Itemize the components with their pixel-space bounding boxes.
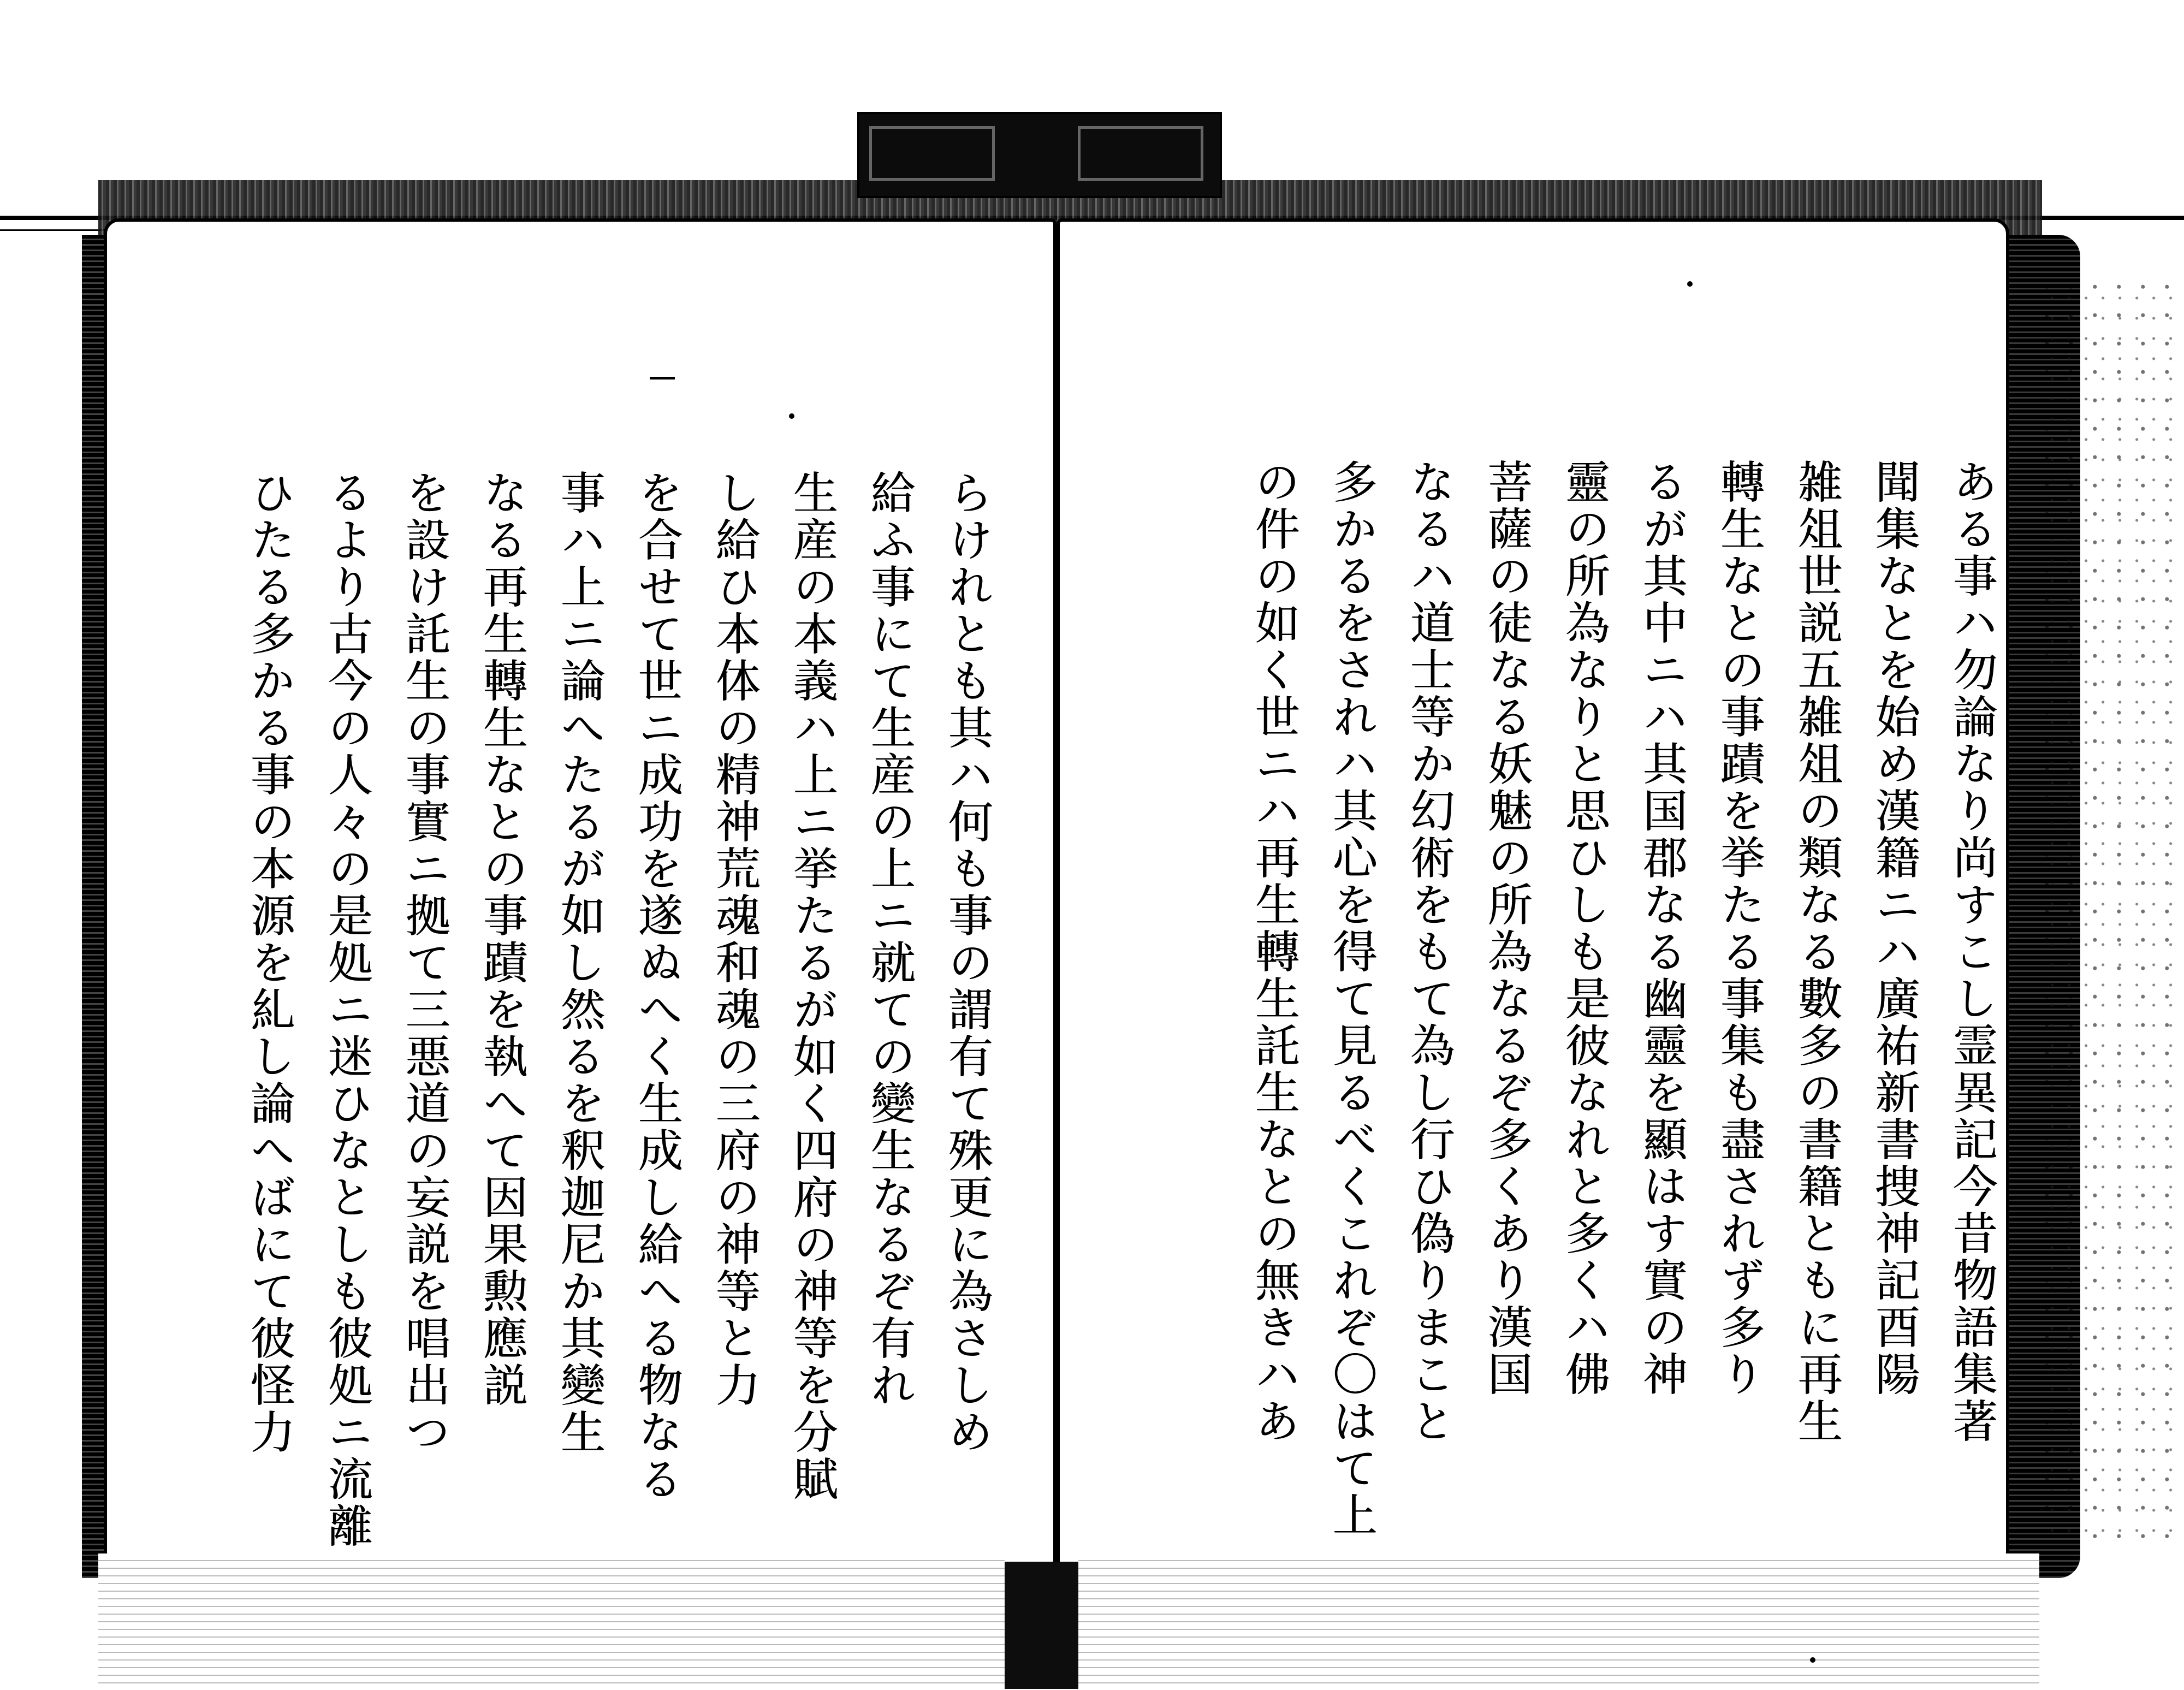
spine-label-left-box [869, 126, 995, 181]
ink-speck [789, 413, 794, 419]
ink-speck [1687, 281, 1693, 287]
margin-mark [650, 377, 675, 379]
bottom-page-edges-right [1078, 1553, 2039, 1690]
text-column: 聞集なとを始め漢籍ニハ廣祐新書捜神記酉陽 [1868, 459, 1920, 1398]
text-column: なる再生轉生なとの事蹟を執へて因果勲應説 [476, 470, 527, 1409]
text-column: るが其中ニハ其国郡なる幽靈を顯はす實の神 [1635, 459, 1687, 1398]
text-column: 轉生なとの事蹟を挙たる事集も盡されず多り [1713, 459, 1765, 1398]
text-column: るより古今の人々の是処ニ迷ひなとしも彼処ニ流離 [321, 470, 372, 1550]
text-column: ひたる多かる事の本源を糺し論へばにて彼怪力 [243, 470, 295, 1456]
text-column: 事ハ上ニ論へたるが如し然るを釈迦尼か其變生 [553, 470, 605, 1456]
left-page-text [147, 470, 994, 1550]
text-column: 給ふ事にて生産の上ニ就ての變生なるぞ有れ [863, 470, 915, 1409]
ink-speck [1810, 1657, 1815, 1663]
spine-label-right-box [1078, 126, 1203, 181]
bottom-page-edges-left [98, 1553, 1005, 1690]
text-column: らけれとも其ハ何も事の謂有て殊更に為さしめ [941, 470, 993, 1456]
text-column: の件の如く世ニハ再生轉生託生なとの無きハあ [1248, 459, 1299, 1445]
text-column: ある事ハ勿論なり尚すこし霊異記今昔物語集著 [1945, 459, 1997, 1445]
text-column: 生産の本義ハ上ニ挙たるが如く四府の神等を分賦 [786, 470, 838, 1503]
text-column: を設け託生の事實ニ拠て三悪道の妄説を唱出つ [398, 470, 450, 1456]
text-column: 雑俎世説五雑俎の類なる數多の書籍ともに再生 [1790, 459, 1842, 1445]
scan-noise [2042, 284, 2184, 1540]
right-page-text [1218, 459, 1998, 1539]
spine-label [857, 112, 1222, 198]
text-column: 菩薩の徒なる妖魅の所為なるぞ多くあり漢国 [1480, 459, 1532, 1398]
text-column: 靈の所為なりと思ひしも是彼なれと多くハ佛 [1558, 459, 1610, 1398]
text-column: 多かるをされハ其心を得て見るべくこれぞ〇はて上 [1325, 459, 1377, 1539]
scan-line-top-thin [0, 229, 109, 231]
text-column: を合せて世ニ成功を遂ぬへく生成し給へる物なる [631, 470, 682, 1503]
text-column: し給ひ本体の精神荒魂和魂の三府の神等と力 [708, 470, 760, 1409]
center-gutter [1005, 1562, 1078, 1689]
text-column: なるハ道士等か幻術をもて為し行ひ偽りまこと [1403, 459, 1455, 1445]
